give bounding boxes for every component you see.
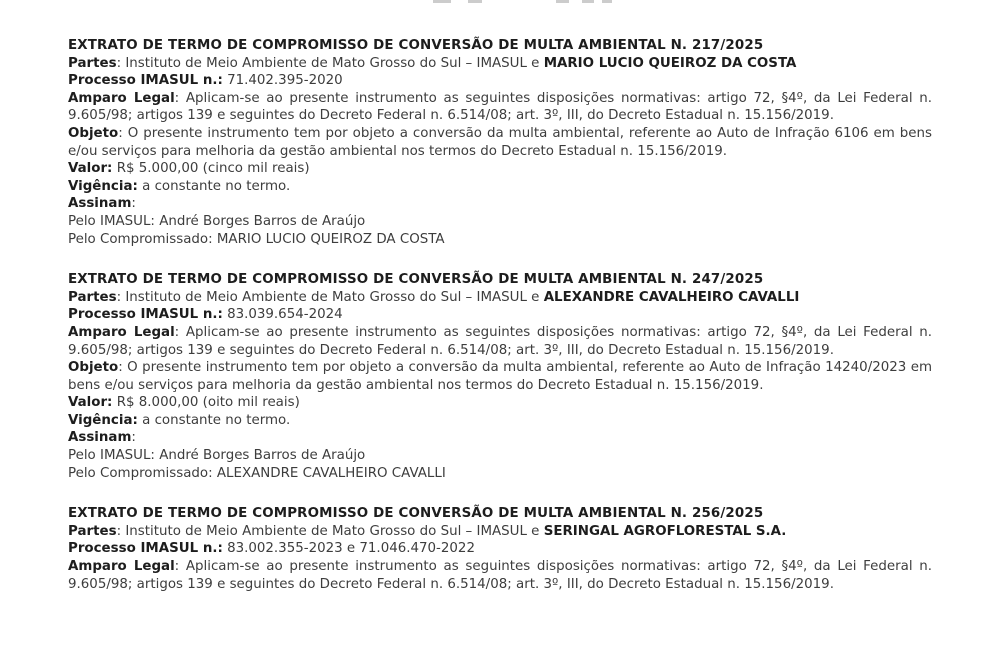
partes-text: : Instituto de Meio Ambiente de Mato Grosso do Sul – IMASUL e — [116, 289, 540, 305]
extrato-section-217-2025 — [68, 37, 932, 248]
processo-line — [68, 72, 932, 90]
valor-value: R$ 5.000,00 (cinco mil reais) — [116, 161, 310, 177]
vigencia-line — [68, 178, 932, 196]
objeto-paragraph — [68, 125, 932, 160]
vigencia-label: Vigência: — [68, 178, 138, 194]
gazette-document — [68, 37, 932, 616]
processo-label: Processo IMASUL n.: — [68, 541, 223, 557]
valor-line — [68, 394, 932, 412]
section-title: EXTRATO DE TERMO DE COMPROMISSO DE CONVERSÃO DE MULTA AMBIENTAL N. 247/2025 — [68, 272, 764, 288]
partes-name: SERINGAL AGROFLORESTAL S.A. — [543, 523, 787, 539]
partes-name: MARIO LUCIO QUEIROZ DA COSTA — [543, 55, 797, 71]
processo-line — [68, 540, 932, 558]
valor-label: Valor: — [68, 395, 113, 411]
processo-value: 83.002.355-2023 e 71.046.470-2022 — [227, 541, 475, 557]
partes-name: ALEXANDRE CAVALHEIRO CAVALLI — [543, 289, 800, 305]
processo-value: 71.402.395-2020 — [227, 73, 343, 89]
objeto-paragraph — [68, 359, 932, 394]
partes-label: Partes — [68, 289, 117, 305]
objeto-label: Objeto — [68, 125, 119, 141]
cropped-text-fragment — [556, 0, 569, 3]
valor-value: R$ 8.000,00 (oito mil reais) — [116, 395, 300, 411]
amparo-legal-paragraph — [68, 558, 932, 593]
amparo-text: : Aplicam-se ao presente instrumento as seguintes disposições normativas: artigo 72, §4º, da Lei Federal n. 9.605/98; artigos 139 e seguintes do Decreto Federal n. 6.514/08; art. 3º, III, do Decreto Estadual n. 15.156/2019. — [68, 324, 932, 358]
vigencia-value: a constante no termo. — [142, 178, 291, 194]
vigencia-label: Vigência: — [68, 412, 138, 428]
objeto-label: Objeto — [68, 360, 119, 376]
section-title: EXTRATO DE TERMO DE COMPROMISSO DE CONVERSÃO DE MULTA AMBIENTAL N. 217/2025 — [68, 38, 764, 53]
partes-line — [68, 55, 932, 73]
vigencia-line — [68, 412, 932, 430]
partes-label: Partes — [68, 55, 117, 71]
amparo-label: Amparo Legal — [68, 90, 175, 106]
signer-imasul-line: Pelo IMASUL: André Borges Barros de Araújo — [68, 213, 366, 229]
assinam-line — [68, 195, 932, 213]
partes-line — [68, 289, 932, 307]
processo-line — [68, 306, 932, 324]
amparo-label: Amparo Legal — [68, 559, 175, 575]
partes-text: : Instituto de Meio Ambiente de Mato Grosso do Sul – IMASUL e — [116, 523, 540, 539]
assinam-label: Assinam — [68, 196, 132, 212]
extrato-section-256-2025 — [68, 505, 932, 593]
cropped-text-fragment — [602, 0, 612, 3]
processo-label: Processo IMASUL n.: — [68, 73, 223, 89]
amparo-legal-paragraph — [68, 90, 932, 125]
amparo-text: : Aplicam-se ao presente instrumento as seguintes disposições normativas: artigo 72, §4º, da Lei Federal n. 9.605/98; artigos 139 e seguintes do Decreto Federal n. 6.514/08; art. 3º, III, do Decreto Estadual n. 15.156/2019. — [68, 559, 932, 592]
cropped-text-fragment — [468, 0, 482, 3]
objeto-text: : O presente instrumento tem por objeto a conversão da multa ambiental, referente ao Auto de Infração 6106 em bens e/ou serviços para melhoria da gestão ambiental nos termos do Decreto Estadual n. 15.156/2019. — [68, 125, 932, 159]
assinam-colon: : — [131, 430, 136, 446]
amparo-label: Amparo Legal — [68, 324, 175, 340]
signer-compromissado-line: Pelo Compromissado: ALEXANDRE CAVALHEIRO CAVALLI — [68, 465, 446, 481]
amparo-text: : Aplicam-se ao presente instrumento as seguintes disposições normativas: artigo 72, §4º, da Lei Federal n. 9.605/98; artigos 139 e seguintes do Decreto Federal n. 6.514/08; art. 3º, III, do Decreto Estadual n. 15.156/2019. — [68, 90, 932, 124]
extrato-section-247-2025 — [68, 271, 932, 482]
assinam-label: Assinam — [68, 430, 132, 446]
processo-value: 83.039.654-2024 — [227, 307, 343, 323]
cropped-text-fragment — [433, 0, 451, 3]
section-title: EXTRATO DE TERMO DE COMPROMISSO DE CONVERSÃO DE MULTA AMBIENTAL N. 256/2025 — [68, 506, 764, 522]
valor-line — [68, 160, 932, 178]
assinam-line — [68, 429, 932, 447]
assinam-colon: : — [131, 196, 136, 212]
partes-label: Partes — [68, 523, 117, 539]
partes-line — [68, 523, 932, 541]
signer-compromissado-line: Pelo Compromissado: MARIO LUCIO QUEIROZ DA COSTA — [68, 231, 445, 247]
vigencia-value: a constante no termo. — [142, 412, 291, 428]
amparo-legal-paragraph — [68, 324, 932, 359]
signer-imasul-line: Pelo IMASUL: André Borges Barros de Araújo — [68, 448, 366, 464]
objeto-text: : O presente instrumento tem por objeto a conversão da multa ambiental, referente ao Auto de Infração 14240/2023 em bens e/ou serviços para melhoria da gestão ambiental nos termos do Decreto Estadual n. 15.156/2019. — [68, 360, 932, 393]
valor-label: Valor: — [68, 161, 113, 177]
processo-label: Processo IMASUL n.: — [68, 307, 223, 323]
cropped-text-fragment — [582, 0, 594, 3]
partes-text: : Instituto de Meio Ambiente de Mato Grosso do Sul – IMASUL e — [116, 55, 540, 71]
